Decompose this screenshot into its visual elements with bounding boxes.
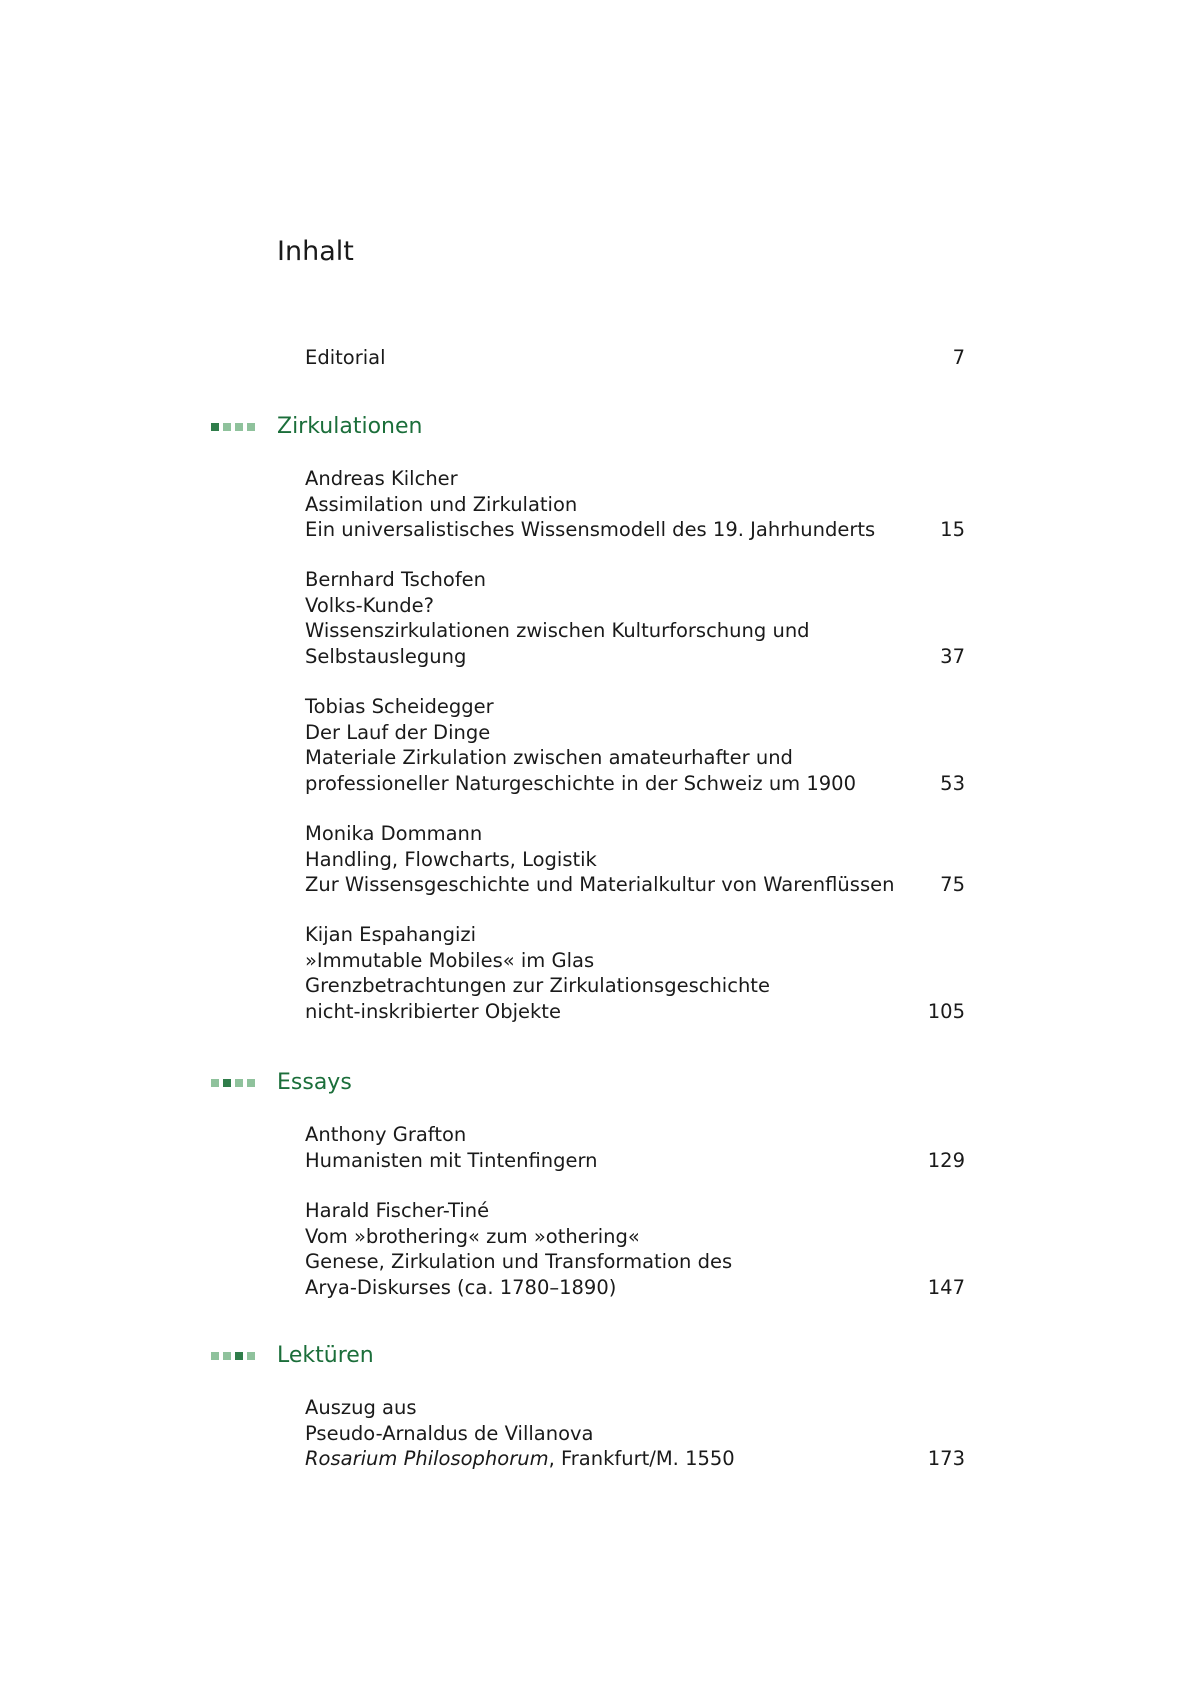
- section-title: Zirkulationen: [277, 414, 423, 439]
- page-number: 75: [940, 873, 965, 896]
- toc-entry: [305, 1198, 965, 1300]
- page-title: Inhalt: [277, 236, 354, 267]
- page-number: 147: [927, 1275, 965, 1299]
- entry-author: Monika Dommann: [305, 822, 483, 845]
- section-marker-icon: [211, 423, 257, 432]
- toc-entry: [305, 567, 965, 669]
- entry-title: Volks-Kunde?: [305, 593, 434, 617]
- page-number: 15: [940, 518, 965, 541]
- entry-subtitle: professioneller Naturgeschichte in der Schweiz um 1900: [305, 771, 856, 795]
- entry-title: [305, 1446, 965, 1472]
- page-number: 53: [940, 771, 965, 795]
- entry-author: Bernhard Tschofen: [305, 568, 487, 591]
- toc-entry-editorial: [305, 345, 965, 371]
- entry-subtitle: Ein universalistisches Wissensmodell des 19. Jahrhunderts: [305, 518, 876, 541]
- entry-title-rest: , Frankfurt/M. 1550: [548, 1447, 735, 1470]
- toc-entry: [305, 922, 965, 1024]
- toc-entry: [305, 1395, 965, 1472]
- page-number: 173: [927, 1447, 965, 1470]
- page-number: 37: [940, 644, 965, 668]
- toc-entry: [305, 821, 965, 898]
- entry-author: Andreas Kilcher: [305, 467, 458, 490]
- entry-subtitle: Materiale Zirkulation zwischen amateurhafter und: [305, 746, 793, 769]
- page-number: 129: [927, 1148, 965, 1172]
- entry-author: Harald Fischer-Tiné: [305, 1199, 490, 1222]
- entry-title: Der Lauf der Dinge: [305, 720, 491, 744]
- toc-entry: [305, 694, 965, 796]
- entry-title-italic: Rosarium Philosophorum: [305, 1447, 549, 1470]
- page-number: 7: [952, 346, 965, 369]
- entry-subtitle: Zur Wissensgeschichte und Materialkultur von Warenflüssen: [305, 873, 895, 896]
- entry-subtitle: nicht-inskribierter Objekte: [305, 999, 561, 1023]
- entry-title: Vom »brothering« zum »othering«: [305, 1224, 640, 1248]
- entry-subtitle: Wissenszirkulationen zwischen Kulturforschung und: [305, 619, 810, 642]
- entry-subtitle: Genese, Zirkulation und Transformation des: [305, 1250, 733, 1273]
- entry-title: »Immutable Mobiles« im Glas: [305, 948, 595, 972]
- entry-author: Anthony Grafton: [305, 1123, 467, 1146]
- section-marker-icon: [211, 1079, 257, 1088]
- entry-subtitle: Arya-Diskurses (ca. 1780–1890): [305, 1275, 617, 1299]
- entry-author: Pseudo-Arnaldus de Villanova: [305, 1421, 594, 1445]
- entry-author: Tobias Scheidegger: [305, 695, 494, 718]
- toc-entry: [305, 1122, 965, 1173]
- toc-entry: [305, 466, 965, 543]
- page-number: 105: [927, 999, 965, 1023]
- section-marker-icon: [211, 1352, 257, 1361]
- section-title: Lektüren: [277, 1343, 374, 1368]
- entry-title: Editorial: [305, 346, 386, 369]
- entry-intro: Auszug aus: [305, 1396, 417, 1419]
- section-title: Essays: [277, 1070, 352, 1095]
- entry-subtitle: Selbstauslegung: [305, 644, 467, 668]
- entry-title: Humanisten mit Tintenfingern: [305, 1148, 598, 1172]
- entry-author: Kijan Espahangizi: [305, 923, 477, 946]
- entry-subtitle: Grenzbetrachtungen zur Zirkulationsgeschichte: [305, 974, 770, 997]
- entry-title: Handling, Flowcharts, Logistik: [305, 847, 597, 871]
- entry-title: Assimilation und Zirkulation: [305, 492, 578, 516]
